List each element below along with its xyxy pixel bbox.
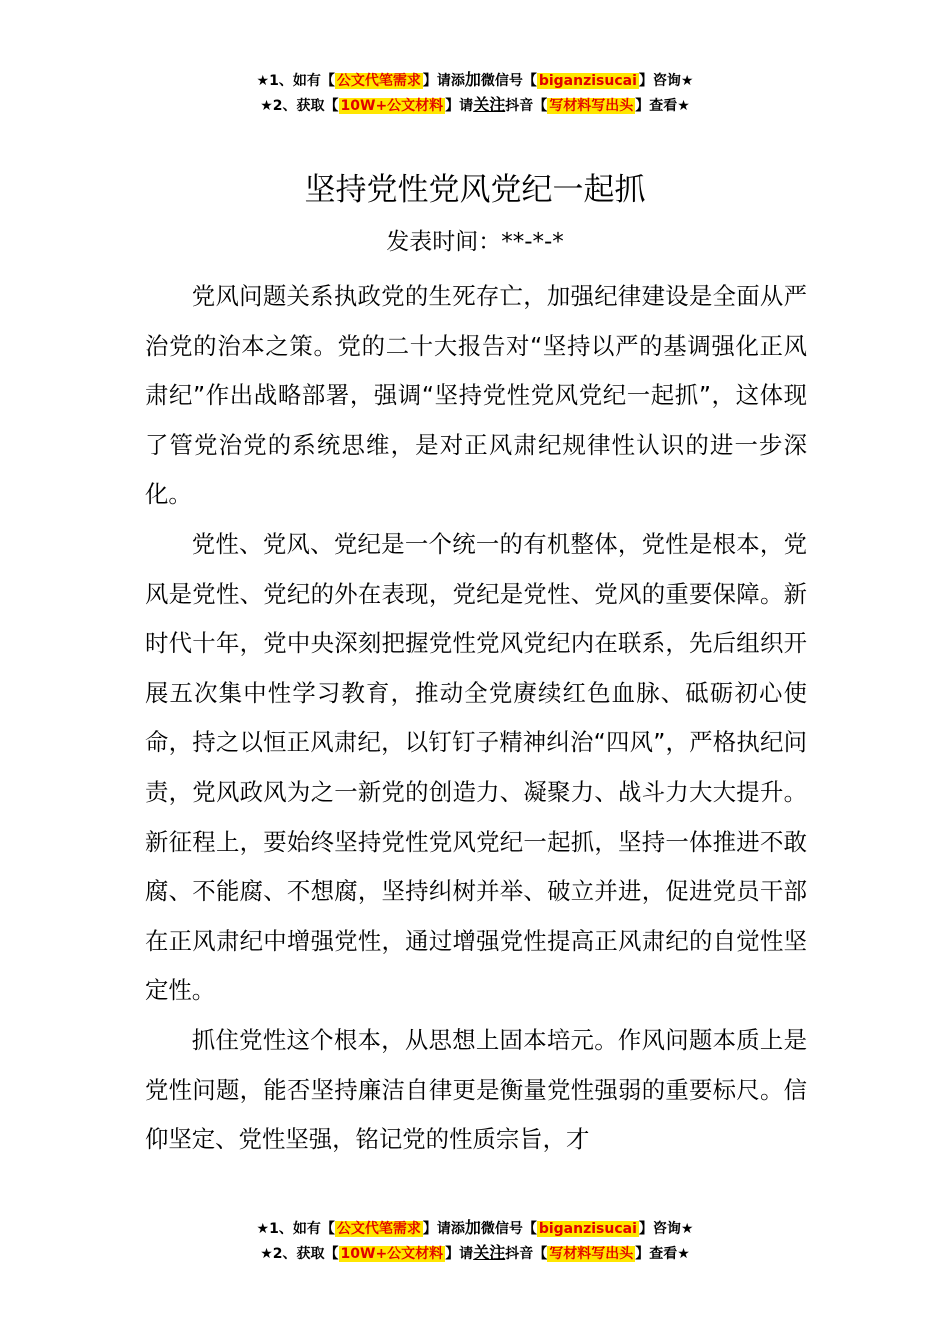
promo-line-2	[0, 93, 950, 118]
promo-emphasis: 加	[464, 70, 481, 89]
document-title: 坚持党性党风党纪一起抓	[304, 172, 646, 208]
top-promo-banner	[0, 68, 950, 118]
promo-text: 】请添	[422, 73, 465, 89]
paragraph: 抓住党性这个根本，从思想上固本培元。作风问题本质上是党性问题，能否坚持廉洁自律更是衡量党性强弱的重要标尺。信仰坚定、党性坚强，铭记党的性质宗旨，才	[145, 1025, 807, 1154]
promo-text: ★2、获取【	[260, 1246, 339, 1262]
promo-wechat-id: biganzisucai	[538, 1221, 637, 1237]
promo-text: 】请添	[422, 1221, 465, 1237]
promo-emphasis: 关注	[473, 1243, 506, 1262]
promo-emphasis: 关注	[473, 95, 506, 114]
promo-text: 抖音【	[505, 1246, 548, 1262]
promo-line-1	[0, 1216, 950, 1241]
paragraph: 党性、党风、党纪是一个统一的有机整体，党性是根本，党风是党性、党纪的外在表现，党纪是党性、党风的重要保障。新时代十年，党中央深刻把握党性党风党纪内在联系，先后组织开展五次集中性学习教育，推动全党赓续红色血脉、砥砺初心使命，持之以恒正风肃纪，以钉钉子精神纠治“四风”，严格执纪问责，党风政风为之一新党的创造力、凝聚力、战斗力大大提升。新征程上，要始终坚持党性党风党纪一起抓，坚持一体推进不敢腐、不能腐、不想腐，坚持纠树并举、破立并进，促进党员干部在正风肃纪中增强党性，通过增强党性提高正风肃纪的自觉性坚定性。	[145, 529, 807, 1005]
promo-douyin-id: 写材料写出头	[549, 1246, 634, 1262]
promo-line-2	[0, 1241, 950, 1266]
promo-text: 】请	[445, 98, 474, 114]
promo-wechat-id: biganzisucai	[538, 73, 637, 89]
promo-text: ★1、如有【	[256, 1221, 335, 1237]
bottom-promo-banner	[0, 1216, 950, 1266]
promo-emphasis: 加	[464, 1218, 481, 1237]
promo-highlight: 10W+公文材料	[340, 1246, 444, 1262]
promo-text: ★2、获取【	[260, 98, 339, 114]
promo-highlight: 公文代笔需求	[336, 1221, 421, 1237]
promo-text: 】咨询★	[638, 1221, 694, 1237]
document-body	[145, 272, 807, 1165]
publish-date: 发表时间：**-*-*	[386, 229, 564, 255]
promo-text: 微信号【	[480, 1221, 537, 1237]
promo-highlight: 公文代笔需求	[336, 73, 421, 89]
promo-highlight: 10W+公文材料	[340, 98, 444, 114]
promo-text: 】查看★	[635, 98, 690, 114]
promo-text: ★1、如有【	[256, 73, 335, 89]
promo-line-1	[0, 68, 950, 93]
promo-text: 】请	[445, 1246, 474, 1262]
promo-text: 】查看★	[635, 1246, 690, 1262]
promo-text: 】咨询★	[638, 73, 694, 89]
paragraph: 党风问题关系执政党的生死存亡，加强纪律建设是全面从严治党的治本之策。党的二十大报告对“坚持以严的基调强化正风肃纪”作出战略部署，强调“坚持党性党风党纪一起抓”，这体现了管党治党的系统思维，是对正风肃纪规律性认识的进一步深化。	[145, 282, 807, 509]
promo-text: 微信号【	[480, 73, 537, 89]
promo-douyin-id: 写材料写出头	[549, 98, 634, 114]
promo-text: 抖音【	[505, 98, 548, 114]
